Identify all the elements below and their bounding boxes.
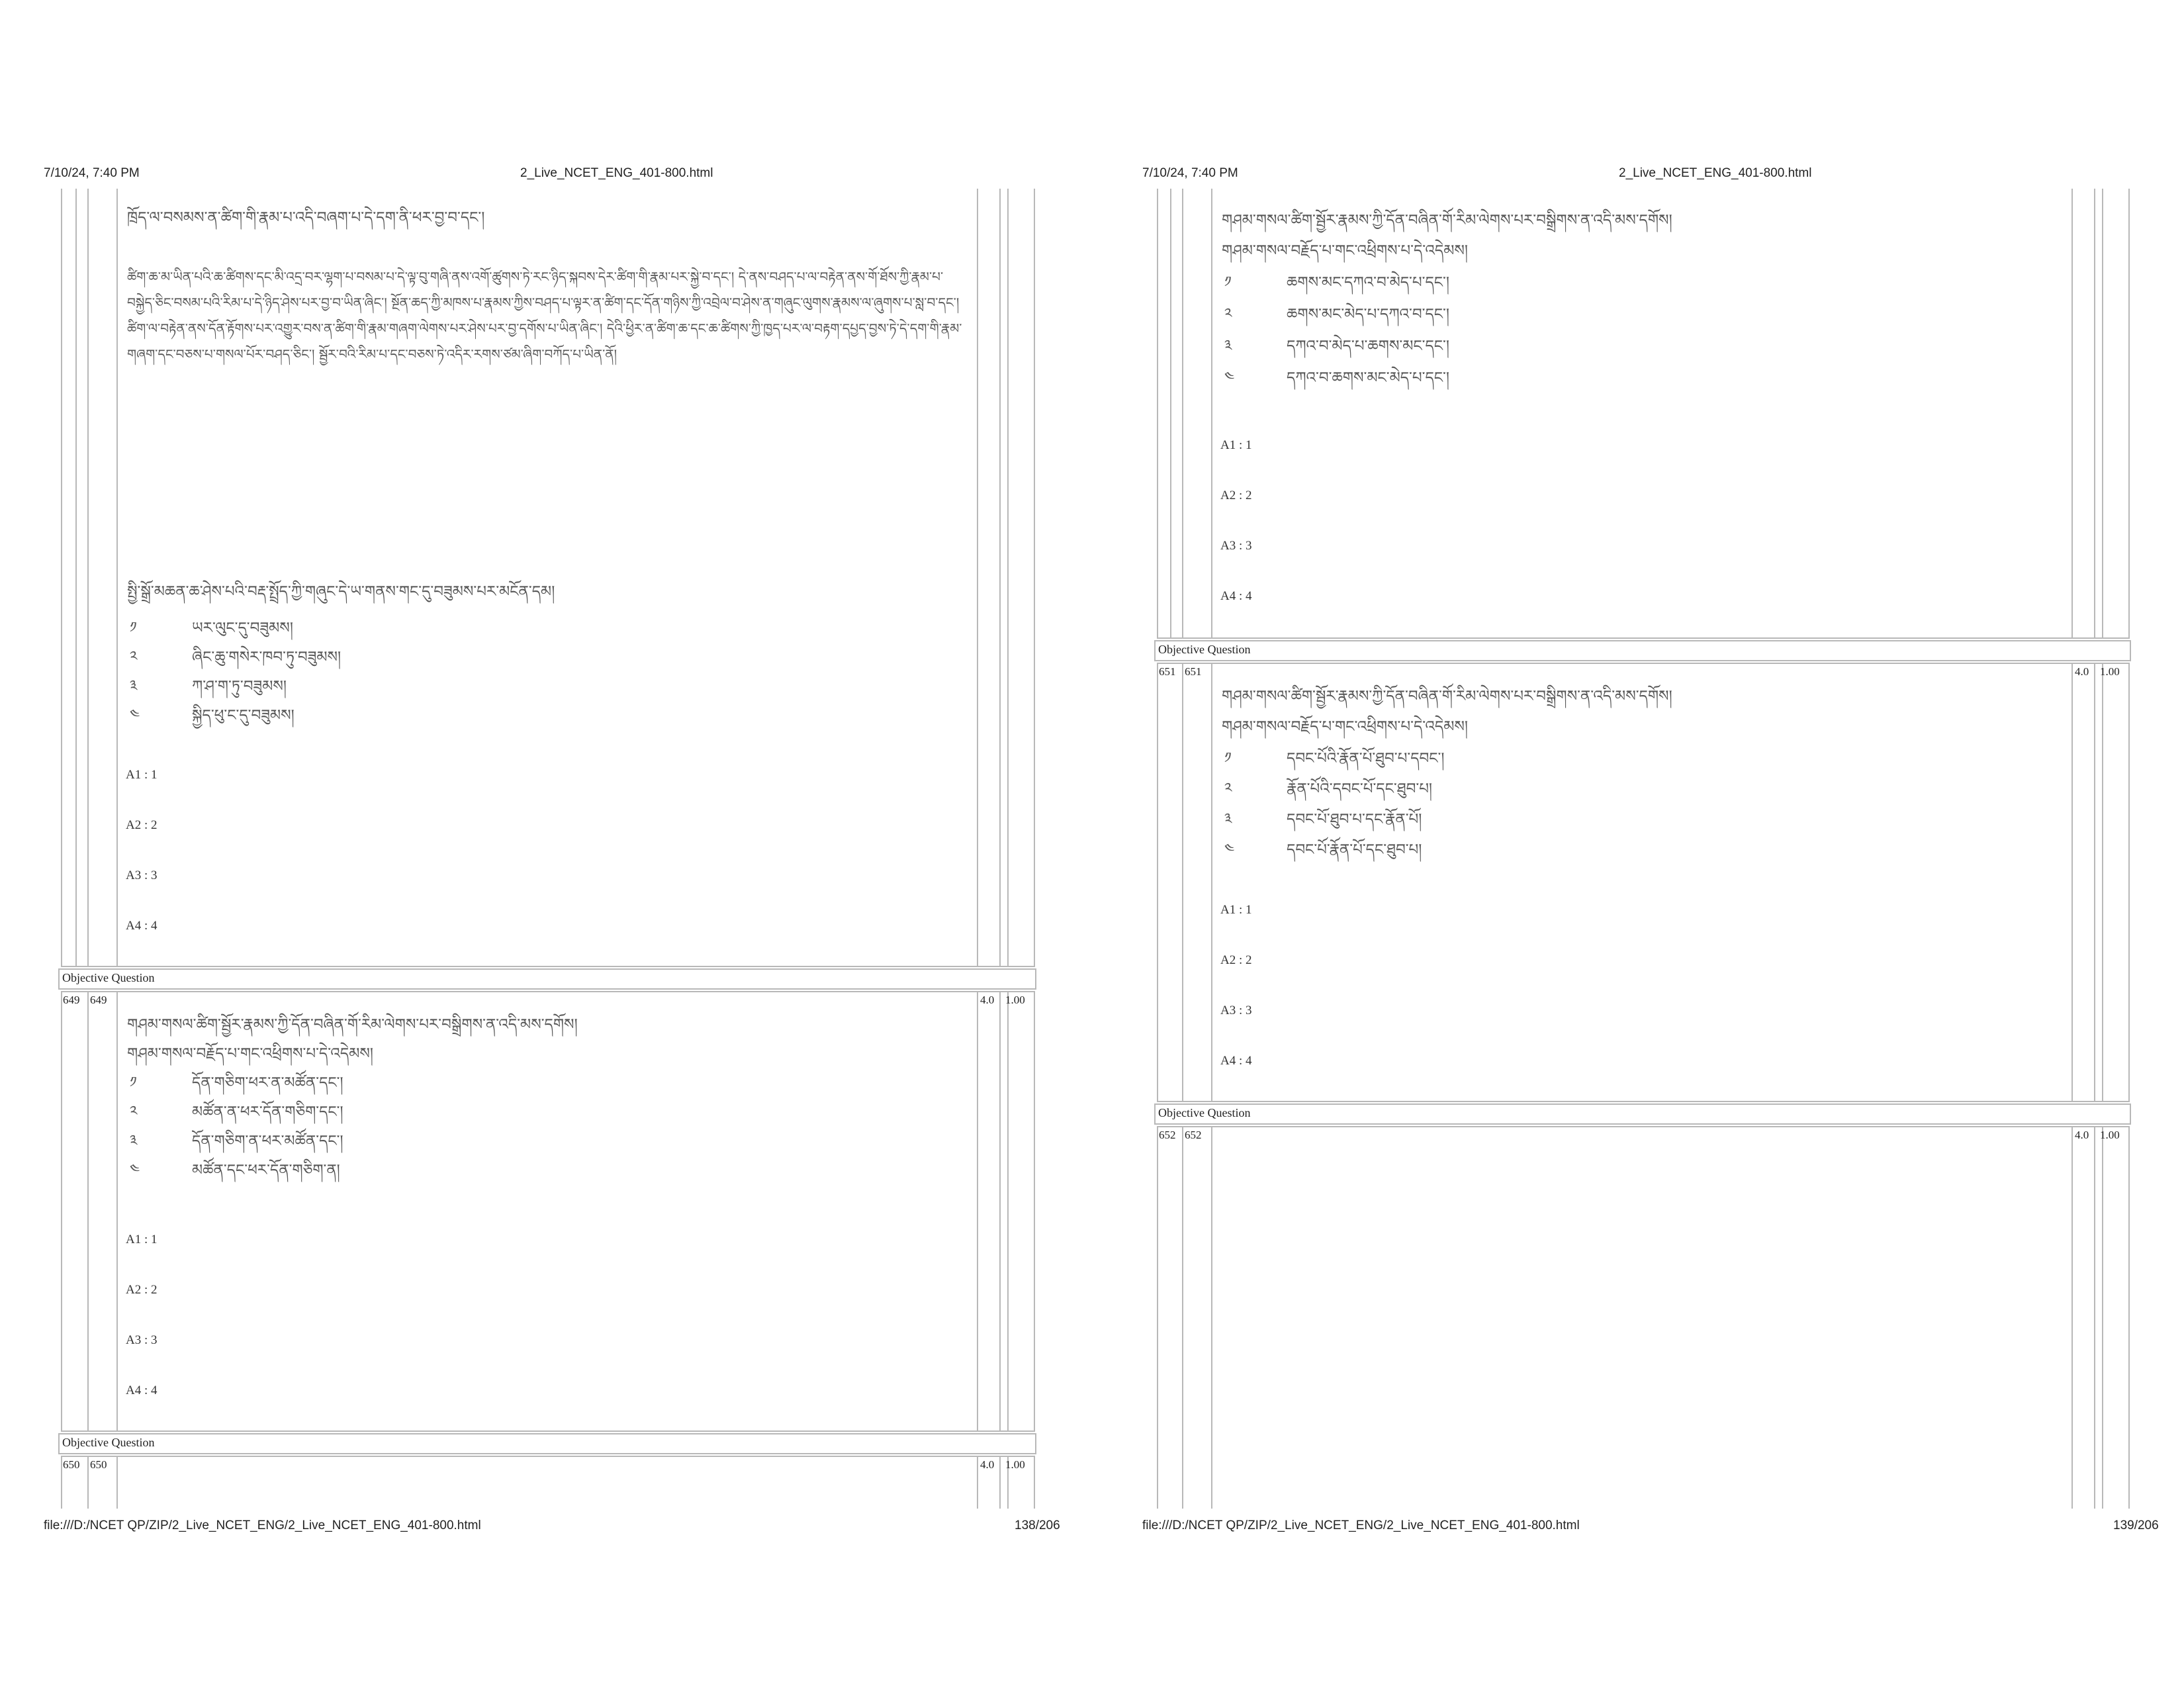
- option-4-text: སྐྱིད་ཕུ་ང་དུ་བཟུམས།: [192, 707, 295, 724]
- question-651-line-1: གཤམ་གསལ་ཚིག་སྦྱོར་རྣམས་ཀྱི་དོན་བཞིན་གོ་རིམ་ལེགས་པར་བསྒྲིགས་ན་འདི་མས་དགོས།: [1222, 688, 1672, 705]
- objective-question-label: Objective Question: [62, 971, 155, 984]
- footer-page-number: 139/206: [2113, 1519, 2159, 1532]
- option-3-text: དོན་གཅིག་ན་ཕར་མཚོན་དང་།: [192, 1133, 343, 1150]
- answer-1: A1 : 1: [1220, 903, 1252, 917]
- question-650-line-2: གཤམ་གསལ་བརྗོད་པ་གང་འཕྲིགས་པ་དེ་འདེམས།: [1222, 242, 1468, 259]
- header-date: 7/10/24, 7:40 PM: [44, 166, 140, 180]
- objective-question-label: Objective Question: [1158, 643, 1251, 656]
- option-4-text: དཀའ་བ་ཆགས་མང་མེད་པ་དང་།: [1287, 369, 1449, 387]
- option-3-label: ༣: [130, 678, 138, 694]
- option-3-text: ཀ་ཤ་ག་ཏུ་བཟུམས།: [192, 678, 287, 695]
- answer-4: A4 : 4: [1220, 589, 1252, 603]
- question-marks: 4.0: [2075, 665, 2089, 678]
- right-page: [1092, 0, 2184, 1688]
- option-1-label: ༡: [130, 620, 137, 636]
- answer-2: A2 : 2: [1220, 489, 1252, 502]
- question-negative-marks: 1.00: [1005, 994, 1025, 1006]
- question-649-line-2: གཤམ་གསལ་བརྗོད་པ་གང་འཕྲིགས་པ་དེ་འདེམས།: [127, 1045, 373, 1062]
- answer-2: A2 : 2: [126, 818, 158, 832]
- question-id: 650: [90, 1458, 107, 1471]
- answer-1: A1 : 1: [126, 1233, 158, 1246]
- option-1-label: ༡: [130, 1074, 137, 1091]
- option-1-text: དོན་གཅིག་ཕར་ན་མཚོན་དང་།: [192, 1074, 343, 1092]
- option-2-label: ༢: [130, 1103, 138, 1120]
- question-id: 651: [1185, 665, 1202, 678]
- answer-3: A3 : 3: [126, 1333, 158, 1347]
- answer-2: A2 : 2: [1220, 953, 1252, 967]
- answer-3: A3 : 3: [1220, 1004, 1252, 1017]
- question-negative-marks: 1.00: [2100, 665, 2120, 678]
- option-4-label: ༤: [1224, 369, 1235, 386]
- option-3-label: ༣: [1224, 338, 1232, 354]
- option-3-label: ༣: [1224, 811, 1232, 827]
- footer-file-path: file:///D:/NCET QP/ZIP/2_Live_NCET_ENG/2_Live_NCET_ENG_401-800.html: [1142, 1519, 1580, 1532]
- footer-page-number: 138/206: [1015, 1519, 1060, 1532]
- objective-question-label: Objective Question: [62, 1436, 155, 1449]
- option-1-text: ཡར་ལུང་དུ་བཟུམས།: [192, 620, 293, 637]
- answer-1: A1 : 1: [1220, 438, 1252, 452]
- option-2-text: རྣོན་པོའི་དབང་པོ་དང་ཐུབ་པ།: [1287, 780, 1433, 798]
- question-id: 652: [1185, 1129, 1202, 1141]
- footer-file-path: file:///D:/NCET QP/ZIP/2_Live_NCET_ENG/2_Live_NCET_ENG_401-800.html: [44, 1519, 481, 1532]
- question-marks: 4.0: [980, 994, 995, 1006]
- option-4-label: ༤: [130, 1162, 140, 1178]
- question-number: 651: [1159, 665, 1176, 678]
- answer-4: A4 : 4: [126, 1383, 158, 1397]
- answer-1: A1 : 1: [126, 768, 158, 782]
- option-2-text: ཞིང་ཆུ་གསེར་ཁབ་ཏུ་བཟུམས།: [192, 649, 341, 666]
- option-2-text: མཚོན་ན་ཕར་དོན་གཅིག་དང་།: [192, 1103, 343, 1121]
- question-negative-marks: 1.00: [1005, 1458, 1025, 1471]
- question-648-title: ཁྲོད་ལ་བསམས་ན་ཚིག་གི་རྣམ་པ་འདི་བཞག་པ་དེ་དག་ནི་ཕར་བྱ་བ་དང་།: [127, 209, 485, 226]
- option-2-label: ༢: [130, 649, 138, 665]
- option-2-text: ཆགས་མང་མེད་པ་དཀའ་བ་དང་།: [1287, 306, 1449, 323]
- answer-3: A3 : 3: [126, 868, 158, 882]
- answer-4: A4 : 4: [126, 919, 158, 933]
- answer-3: A3 : 3: [1220, 539, 1252, 553]
- option-1-text: ཆགས་མང་དཀའ་བ་མེད་པ་དང་།: [1287, 274, 1449, 291]
- question-number: 652: [1159, 1129, 1176, 1141]
- question-marks: 4.0: [2075, 1129, 2089, 1141]
- option-3-text: དཀའ་བ་མེད་པ་ཆགས་མང་དང་།: [1287, 338, 1449, 355]
- option-4-text: མཚོན་དང་ཕར་དོན་གཅིག་ན།: [192, 1162, 340, 1179]
- option-3-label: ༣: [130, 1133, 138, 1149]
- question-648-passage: ཚིག་ཆ་མ་ཡིན་པའི་ཆ་ཚིགས་དང་མི་འདྲ་བར་ལྷག་པ་བསམ་པ་དེ་ལྟ་བུ་གཞི་ནས་འགོ་ཚུགས་ཏེ་རང་ཉིད་སྐབས་དེར་ཚིག་གི་རྣམ་པར་སྐྱེ་བ་དང་། དེ་ནས་བཤད་པ་ལ་བརྟེན་ནས་གོ་ཐོས་ཀྱི་རྣམ་པ་བསྐྱེད་ཅིང་བསམ་པའི་རིམ་པ་དེ་ཉིད་ཤེས་པར་བྱ་བ་ཡིན་ཞིང་། སྔོན་ཆད་ཀྱི་མཁས་པ་རྣམས་ཀྱིས་བཤད་པ་ལྟར་ན་ཚིག་དང་དོན་གཉིས་ཀྱི་འབྲེལ་བ་ཤེས་ན་གཞུང་ལུགས་རྣམས་ལ་ཞུགས་པ་སླ་བ་དང་། ཚིག་ལ་བརྟེན་ནས་དོན་རྟོགས་པར་འགྱུར་བས་ན་ཚིག་གི་རྣམ་གཞག་ལེགས་པར་ཤེས་པར་བྱ་དགོས་པ་ཡིན་ཞིང་། དེའི་ཕྱིར་ན་ཚིག་ཆ་དང་ཆ་ཚིགས་ཀྱི་ཁྱད་པར་ལ་བརྟག་དཔྱད་བྱས་ཏེ་དེ་དག་གི་རྣམ་གཞག་དང་བཅས་པ་གསལ་པོར་བཤད་ཅིང་། སྦྱོར་བའི་རིམ་པ་དང་བཅས་ཏེ་འདིར་རགས་ཙམ་ཞིག་བཀོད་པ་ཡིན་ནོ།: [127, 269, 962, 362]
- header-date: 7/10/24, 7:40 PM: [1142, 166, 1238, 180]
- option-4-text: དབང་པོ་རྣོན་པོ་དང་ཐུབ་པ།: [1287, 841, 1422, 859]
- option-1-text: དབང་པོའི་རྣོན་པོ་ཐུབ་པ་དབང་།: [1287, 750, 1445, 767]
- option-1-label: ༡: [1224, 274, 1232, 291]
- header-title: 2_Live_NCET_ENG_401-800.html: [1619, 166, 1812, 180]
- answer-2: A2 : 2: [126, 1283, 158, 1297]
- option-4-label: ༤: [130, 707, 140, 724]
- option-3-text: དབང་པོ་ཐུབ་པ་དང་རྣོན་པོ།: [1287, 811, 1422, 828]
- question-number: 650: [63, 1458, 80, 1471]
- question-id: 649: [90, 994, 107, 1006]
- question-number: 649: [63, 994, 80, 1006]
- question-651-line-2: གཤམ་གསལ་བརྗོད་པ་གང་འཕྲིགས་པ་དེ་འདེམས།: [1222, 718, 1468, 735]
- question-649-line-1: གཤམ་གསལ་ཚིག་སྦྱོར་རྣམས་ཀྱི་དོན་བཞིན་གོ་རིམ་ལེགས་པར་བསྒྲིགས་ན་འདི་མས་དགོས།: [127, 1016, 578, 1033]
- option-2-label: ༢: [1224, 306, 1232, 322]
- question-marks: 4.0: [980, 1458, 995, 1471]
- question-negative-marks: 1.00: [2100, 1129, 2120, 1141]
- option-1-label: ༡: [1224, 750, 1232, 767]
- header-title: 2_Live_NCET_ENG_401-800.html: [520, 166, 713, 180]
- question-650-line-1: གཤམ་གསལ་ཚིག་སྦྱོར་རྣམས་ཀྱི་དོན་བཞིན་གོ་རིམ་ལེགས་པར་བསྒྲིགས་ན་འདི་མས་དགོས།: [1222, 212, 1672, 229]
- question-648-prompt: སྤྱི་སྒྲོ་མཆན་ཆ་ཤེས་པའི་བརྡ་སྤྲོད་ཀྱི་གཞུང་དེ་ཡ་གནས་གང་དུ་བཟུམས་པར་མངོན་དམ།: [127, 583, 555, 600]
- objective-question-label: Objective Question: [1158, 1106, 1251, 1119]
- option-2-label: ༢: [1224, 780, 1232, 797]
- answer-4: A4 : 4: [1220, 1054, 1252, 1068]
- option-4-label: ༤: [1224, 841, 1235, 858]
